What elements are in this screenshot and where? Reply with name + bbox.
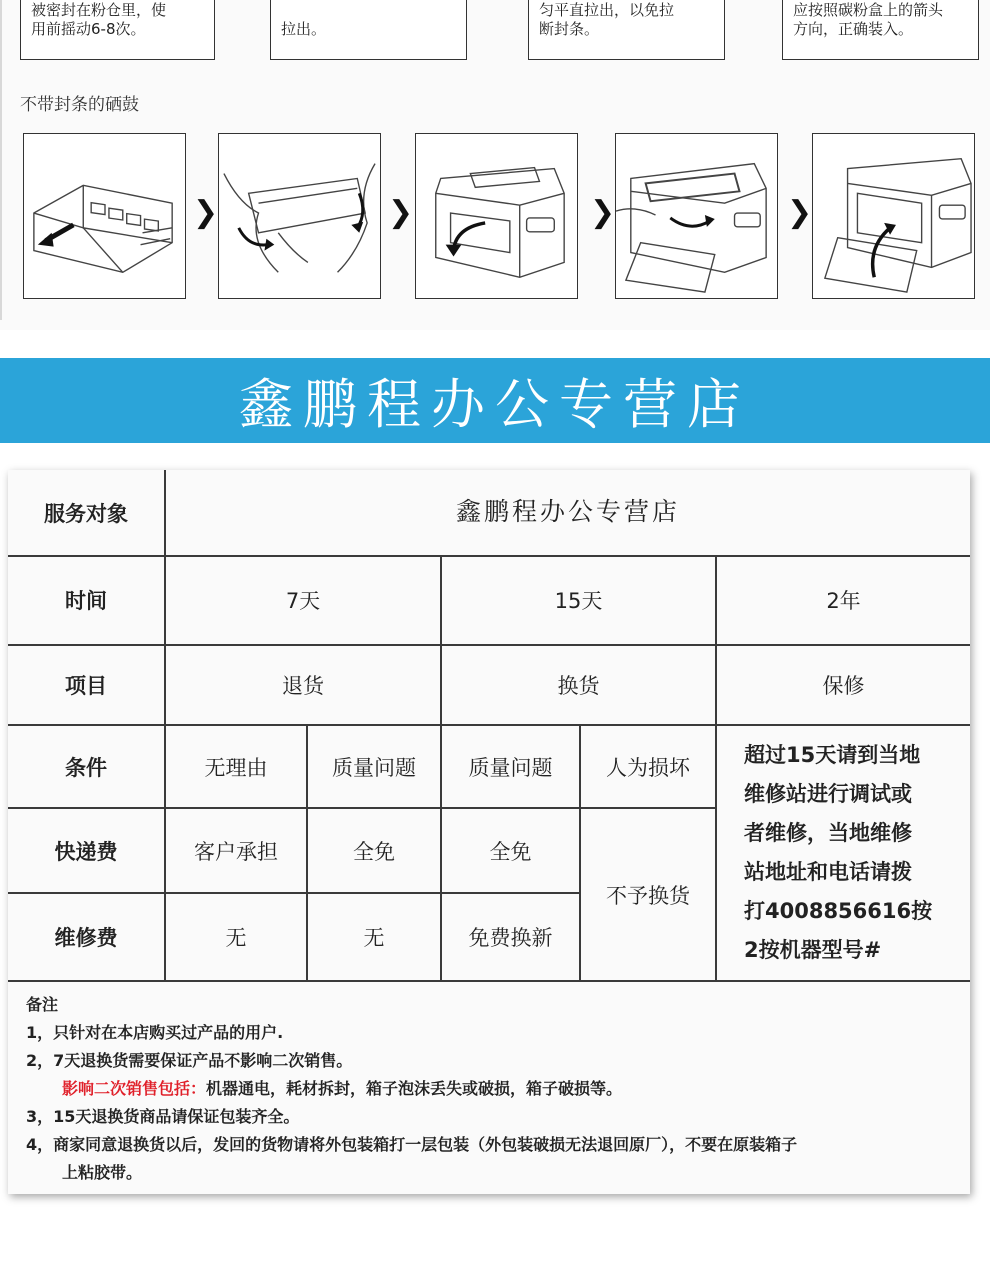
repair-none-cell-1: 无 — [225, 926, 247, 950]
repair-free-replace-cell: 免费换新 — [468, 926, 553, 950]
time-label: 时间 — [65, 589, 107, 613]
remark-line-3-text: 机器通电，耗材拆封，箱子泡沫丢失或破损，箱子破损等。 — [206, 1079, 623, 1098]
store-banner-title: 鑫鹏程办公专营店 — [239, 373, 751, 436]
table-row-divider — [8, 980, 970, 982]
item-return-cell: 退货 — [282, 674, 324, 698]
item-warranty-cell: 保修 — [822, 674, 865, 698]
arrow-right-icon: ❯ — [193, 195, 219, 230]
no-seal-drum-label: 不带封条的硒鼓 — [20, 95, 139, 115]
instruction-step-1-text: 被密封在粉仓里，使 用前摇动6-8次。 — [31, 1, 167, 38]
time-exchange-cell: 15天 — [554, 589, 603, 613]
printer-insert-icon — [616, 134, 777, 298]
shipping-fee-label: 快递费 — [54, 839, 118, 864]
time-return-cell: 7天 — [285, 589, 321, 613]
printer-open-icon — [416, 134, 577, 298]
remark-line-3 — [62, 1076, 622, 1099]
warranty-note-cell — [744, 736, 970, 976]
condition-label: 条件 — [65, 755, 107, 780]
step-illustration-4 — [615, 133, 778, 299]
condition-human-damage-cell: 人为损坏 — [606, 755, 690, 780]
remark-line-5: 4，商家同意退换货以后，发回的货物请将外包装箱打一层包装（外包装破损无法退回原厂），不要在原装箱子 — [26, 1135, 798, 1154]
store-banner — [0, 358, 990, 443]
remark-line-2: 2，7天退换货需要保证产品不影响二次销售。 — [26, 1051, 353, 1070]
condition-quality-exchange-cell: 质量问题 — [468, 755, 553, 780]
remarks-title: 备注 — [26, 995, 59, 1014]
remark-line-6: 上粘胶带。 — [62, 1163, 143, 1182]
warranty-note-line: 2按机器型号# — [744, 938, 882, 962]
cartridge-pull-icon — [24, 134, 185, 298]
shipping-free-return-cell: 全免 — [353, 839, 395, 864]
instruction-step-4-text: 应按照碳粉盒上的箭头 方向，正确装入。 — [793, 1, 944, 38]
warranty-note-line: 超过15天请到当地 — [744, 743, 921, 767]
instruction-step-4 — [782, 0, 979, 60]
condition-quality-return-cell: 质量问题 — [332, 755, 416, 780]
remark-highlight: 影响二次销售包括： — [62, 1079, 207, 1098]
warranty-note-line: 维修站进行调试或 — [744, 782, 912, 806]
instruction-step-3-text: 匀平直拉出，以免拉 断封条。 — [539, 1, 675, 38]
arrow-right-icon: ❯ — [590, 195, 616, 230]
no-exchange-cell: 不予换货 — [606, 883, 690, 908]
instruction-step-1 — [20, 0, 215, 60]
service-target-label: 服务对象 — [44, 502, 128, 526]
printer-close-icon — [813, 134, 974, 298]
remark-line-4: 3，15天退换货商品请保证包装齐全。 — [26, 1107, 300, 1126]
store-name-cell: 鑫鹏程办公专营店 — [455, 497, 680, 526]
shipping-customer-cell: 客户承担 — [194, 839, 278, 864]
left-edge-divider — [0, 0, 2, 320]
instruction-step-2 — [270, 0, 467, 60]
after-sales-service-table — [8, 470, 970, 1194]
arrow-right-icon: ❯ — [787, 195, 813, 230]
instruction-step-3 — [528, 0, 725, 60]
remark-line-1: 1，只针对在本店购买过产品的用户. — [26, 1023, 284, 1042]
instruction-step-2-text: 拉出。 — [281, 20, 327, 38]
arrow-right-icon: ❯ — [388, 195, 414, 230]
shipping-free-exchange-cell: 全免 — [489, 839, 532, 864]
installation-instructions — [0, 0, 990, 330]
step-illustration-2 — [218, 133, 381, 299]
cartridge-shake-icon — [219, 134, 380, 298]
step-illustration-5 — [812, 133, 975, 299]
repair-none-cell-2: 无 — [363, 926, 385, 950]
repair-fee-label: 维修费 — [54, 926, 118, 950]
step-illustration-3 — [415, 133, 578, 299]
condition-no-reason-cell: 无理由 — [204, 755, 268, 780]
item-label: 项目 — [65, 674, 107, 698]
warranty-note-line: 者维修，当地维修 — [744, 821, 912, 845]
time-warranty-cell: 2年 — [826, 589, 861, 613]
warranty-note-line: 打4008856616按 — [744, 899, 933, 923]
step-illustration-1 — [23, 133, 186, 299]
warranty-note-line: 站地址和电话请拨 — [744, 860, 912, 884]
item-exchange-cell: 换货 — [557, 674, 600, 698]
